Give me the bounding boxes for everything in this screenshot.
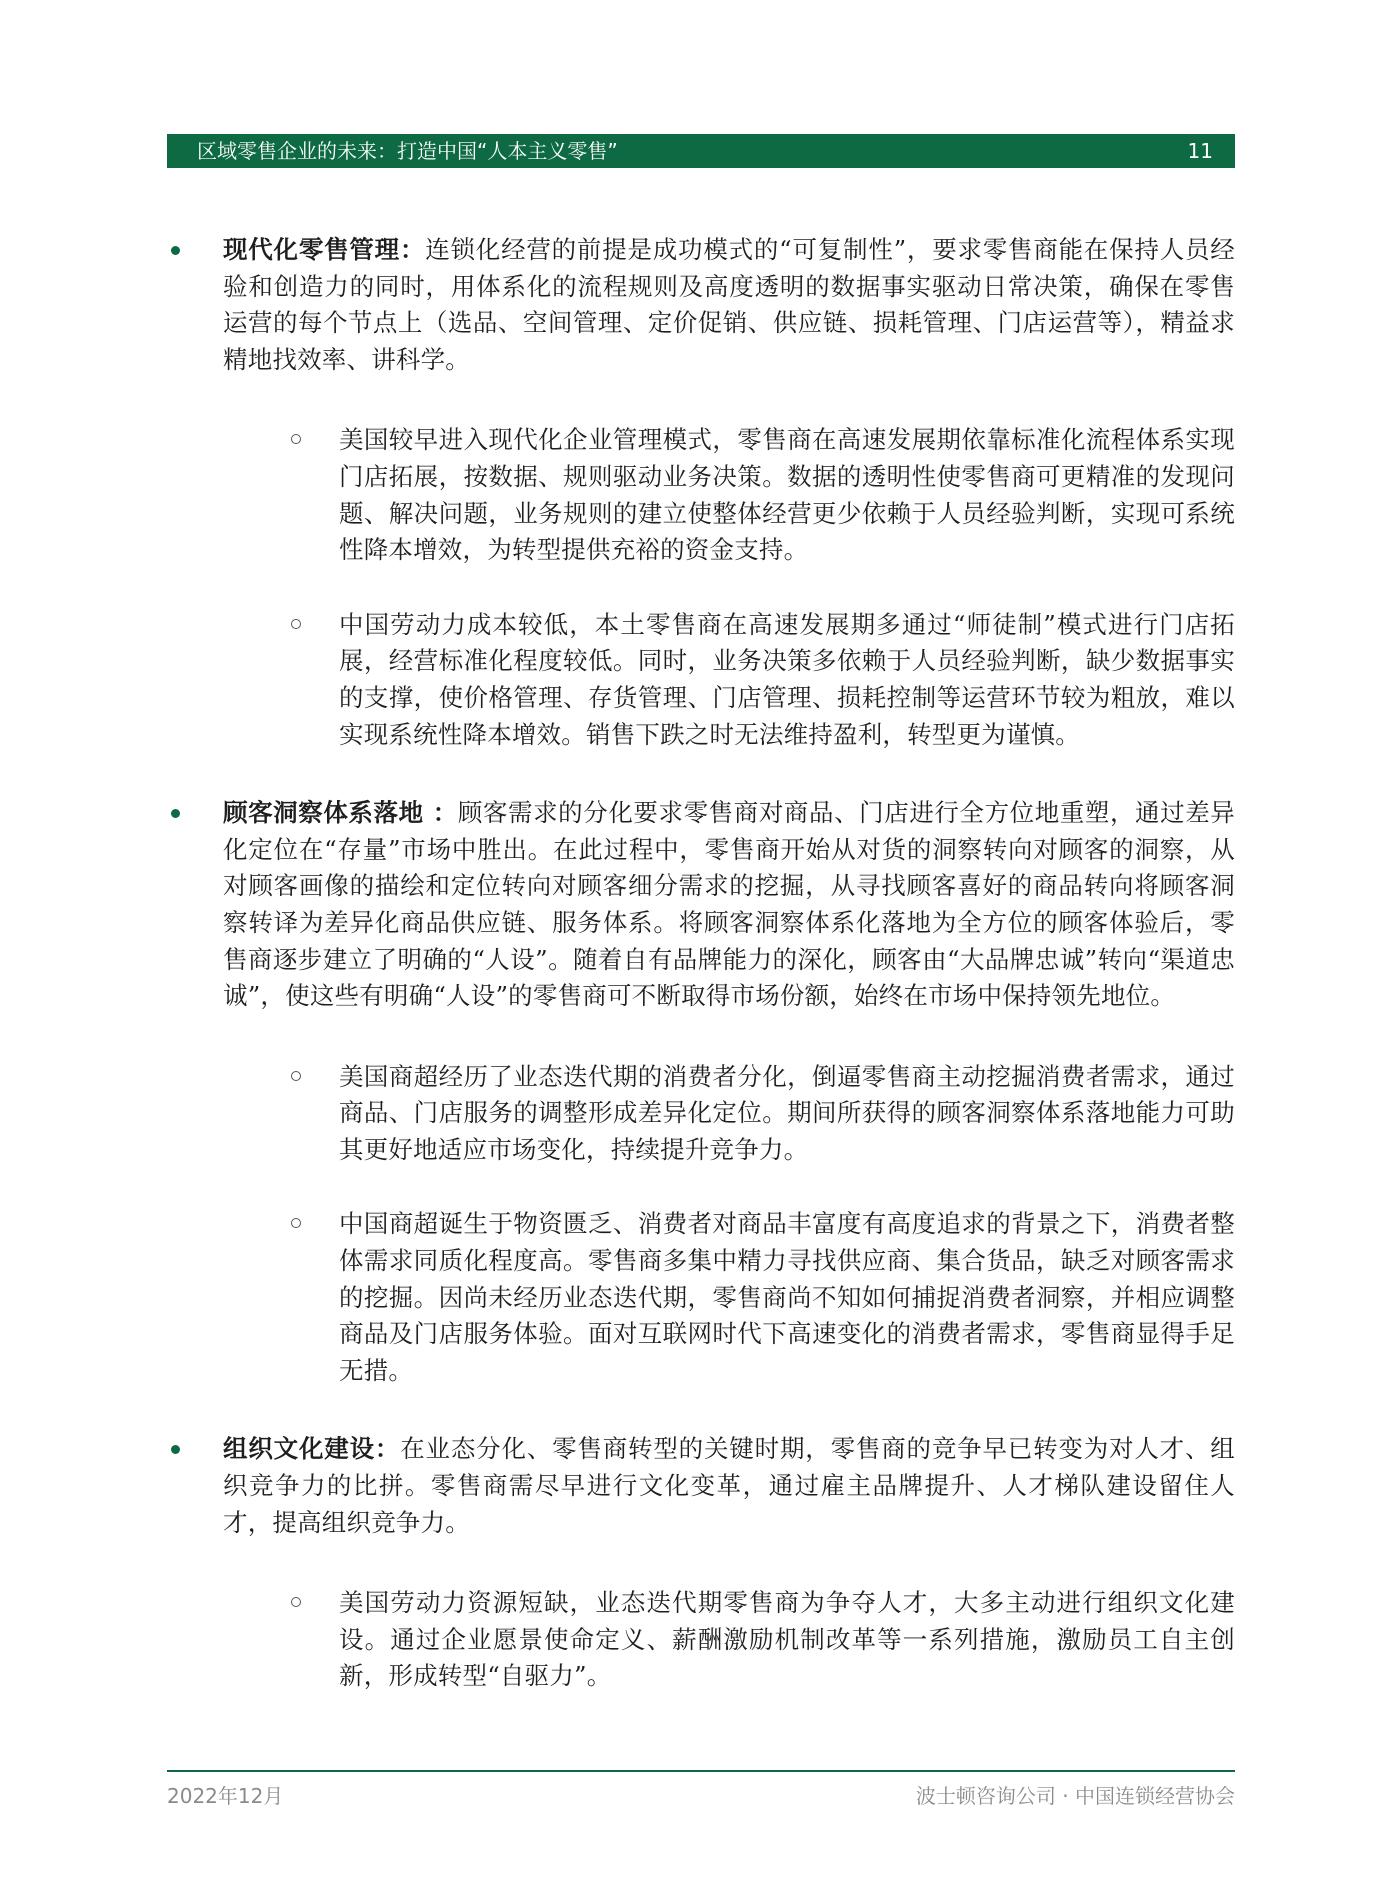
section-paragraph (223, 232, 1235, 378)
section-heading: 顾客洞察体系落地 ： (223, 798, 458, 828)
bullet-dot-icon (171, 246, 180, 255)
header-bar (167, 134, 1235, 168)
sub-item-text: 中国劳动力成本较低，本土零售商在高速发展期多通过“师徒制”模式进行门店拓展，经营标准化程度较低。同时，业务决策多依赖于人员经验判断，缺少数据事实的支撑，使价格管理、存货管理、门店管理、损耗控制等运营环节较为粗放，难以实现系统性降本增效。销售下跌之时无法维持盈利，转型更为谨慎。 (339, 609, 1235, 749)
footer-organization: 波士顿咨询公司 · 中国连锁经营协会 (915, 1784, 1235, 1808)
sub-list (223, 1585, 1235, 1695)
section-modern-retail-management (167, 232, 1235, 753)
sub-list (223, 422, 1235, 753)
circle-bullet-icon (291, 1218, 301, 1228)
section-organizational-culture (167, 1431, 1235, 1695)
bullet-dot-icon (171, 1445, 180, 1454)
section-paragraph (223, 1431, 1235, 1541)
section-text: 顾客需求的分化要求零售商对商品、门店进行全方位地重塑，通过差异化定位在“存量”市场中胜出。在此过程中，零售商开始从对货的洞察转向对顾客的洞察，从对顾客画像的描绘和定位转向对顾客细分需求的挖掘，从寻找顾客喜好的商品转向将顾客洞察转译为差异化商品供应链、服务体系。将顾客洞察体系化落地为全方位的顾客体验后，零售商逐步建立了明确的“人设”。随着自有品牌能力的深化，顾客由“大品牌忠诚”转向“渠道忠诚”，使这些有明确“人设”的零售商可不断取得市场份额，始终在市场中保持领先地位。 (223, 798, 1236, 1011)
section-paragraph (223, 795, 1235, 1015)
section-heading: 现代化零售管理： (223, 235, 426, 264)
sub-item (223, 1059, 1235, 1169)
sub-item-text: 美国商超经历了业态迭代期的消费者分化，倒逼零售商主动挖掘消费者需求，通过商品、门店服务的调整形成差异化定位。期间所获得的顾客洞察体系落地能力可助其更好地适应市场变化，持续提升竞争力。 (339, 1061, 1235, 1164)
section-heading: 组织文化建设： (223, 1434, 401, 1464)
circle-bullet-icon (291, 1597, 301, 1607)
section-customer-insight (167, 795, 1235, 1389)
sub-item (223, 1585, 1235, 1695)
sub-item (223, 1206, 1235, 1389)
main-content (167, 232, 1235, 1737)
footer-date: 2022年12月 (167, 1784, 284, 1808)
sub-list (223, 1059, 1235, 1390)
circle-bullet-icon (291, 619, 301, 629)
sub-item (223, 422, 1235, 568)
section-text: 在业态分化、零售商转型的关键时期，零售商的竞争早已转变为对人才、组织竞争力的比拼。零售商需尽早进行文化变革，通过雇主品牌提升、人才梯队建设留住人才，提高组织竞争力。 (223, 1434, 1235, 1537)
sub-item-text: 中国商超诞生于物资匮乏、消费者对商品丰富度有高度追求的背景之下，消费者整体需求同质化程度高。零售商多集中精力寻找供应商、集合货品，缺乏对顾客需求的挖掘。因尚未经历业态迭代期，零售商尚不知如何捕捉消费者洞察，并相应调整商品及门店服务体验。面对互联网时代下高速变化的消费者需求，零售商显得手足无措。 (339, 1209, 1235, 1385)
section-text: 连锁化经营的前提是成功模式的“可复制性”，要求零售商能在保持人员经验和创造力的同时，用体系化的流程规则及高度透明的数据事实驱动日常决策，确保在零售运营的每个节点上（选品、空间管理、定价促销、供应链、损耗管理、门店运营等），精益求精地找效率、讲科学。 (223, 235, 1235, 374)
sub-item-text: 美国劳动力资源短缺，业态迭代期零售商为争夺人才，大多主动进行组织文化建设。通过企业愿景使命定义、薪酬激励机制改革等一系列措施，激励员工自主创新，形成转型“自驱力”。 (339, 1588, 1235, 1691)
page-number: 11 (1187, 139, 1213, 163)
circle-bullet-icon (291, 434, 301, 444)
sub-item (223, 607, 1235, 753)
footer-divider (167, 1770, 1235, 1772)
bullet-dot-icon (171, 809, 180, 818)
header-title: 区域零售企业的未来：打造中国“人本主义零售” (197, 139, 618, 163)
circle-bullet-icon (291, 1071, 301, 1081)
sub-item-text: 美国较早进入现代化企业管理模式，零售商在高速发展期依靠标准化流程体系实现门店拓展，按数据、规则驱动业务决策。数据的透明性使零售商可更精准的发现问题、解决问题，业务规则的建立使整体经营更少依赖于人员经验判断，实现可系统性降本增效，为转型提供充裕的资金支持。 (339, 425, 1235, 565)
